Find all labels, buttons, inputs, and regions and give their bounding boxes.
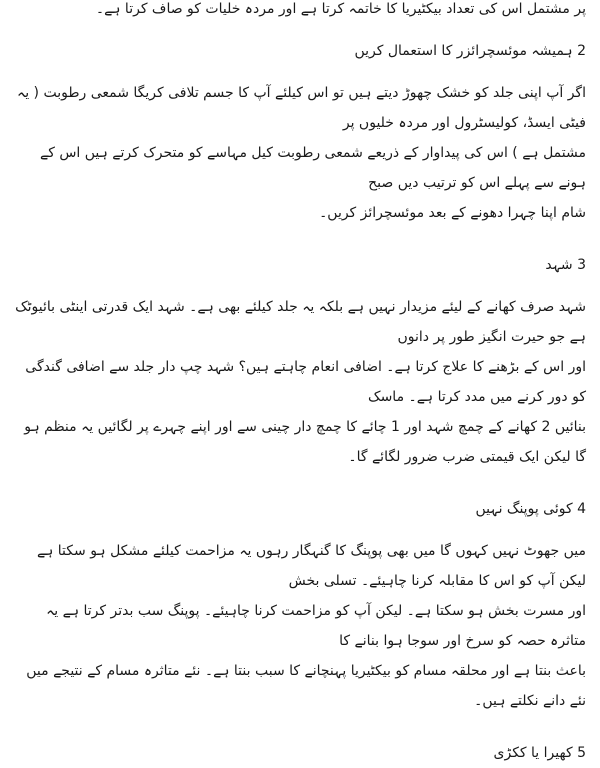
honey-line-3: بنائیں 2 کھانے کے چمچ شہد اور 1 چائے کا چمچ دار چینی سے اور اپنے چہرے پر لگائیں یہ منظم ہو گا لیکن ایک قیمتی ضرب ضرور لگائے گا۔ [24,419,586,465]
honey-line-1: شہد صرف کھانے کے لیئے مزیدار نہیں ہے بلکہ یہ جلد کیلئے بھی ہے۔ شہد ایک قدرتی اینٹی بائیوٹک ہے جو حیرت انگیز طور پر دانوں [15,299,586,345]
popping-line-2: اور مسرت بخش ہو سکتا ہے۔ لیکن آپ کو مزاحمت کرنا چاہیئے۔ پوپنگ سب بدتر کرتا ہے یہ متاثرہ حصہ کو سرخ اور سوجا ہوا بنانے کا [46,603,586,649]
heading-honey: 3 شہد [545,257,586,273]
moisturizer-line-3: شام اپنا چہرا دھونے کے بعد موئسچرائز کریں۔ [319,205,586,221]
heading-moisturizer: 2 ہمیشہ موئسچرائزر کا استعمال کریں [354,43,586,59]
heading-cucumber: 5 کھیرا یا ککڑی [493,745,586,761]
popping-line-3: باعث بنتا ہے اور محلقہ مسام کو بیکٹیریا پہنچانے کا سبب بنتا ہے۔ نئے متاثرہ مسام کے نتیجے میں نئے دانے نکلتے ہیں۔ [26,663,586,709]
moisturizer-line-2: مشتمل ہے ) اس کی پیداوار کے ذریعے شمعی رطوبت کیل مہاسے کو متحرک کرتے ہیں اس کے ہونے سے پہلے اس کو ترتیب دیں صبح [40,145,586,191]
moisturizer-line-1: اگر آپ اپنی جلد کو خشک چھوڑ دیتے ہیں تو اس کیلئے آپ کا جسم تلافی کریگا شمعی رطوبت ( یہ فیٹی ایسڈ، کولیسٹرول اور مردہ خلیوں پر [17,85,586,131]
intro-tail-line: پر مشتمل اس کی تعداد بیکٹیریا کا خاتمہ کرتا ہے اور مردہ خلیات کو صاف کرتا ہے۔ [95,1,586,17]
popping-line-1: میں جھوٹ نہیں کہوں گا میں بھی پوپنگ کا گنہگار رہوں یہ مزاحمت کیلئے مشکل ہو سکتا ہے لیکن آپ کو اس کا مقابلہ کرنا چاہیئے۔ تسلی بخش [36,543,586,589]
honey-line-2: اور اس کے بڑھنے کا علاج کرتا ہے۔ اضافی انعام چاہتے ہیں؟ شہد چپ دار جلد سے اضافی گندگی کو دور کرنے میں مدد کرتا ہے۔ ماسک [25,359,586,405]
heading-no-popping: 4 کوئی پوپنگ نہیں [475,501,586,517]
